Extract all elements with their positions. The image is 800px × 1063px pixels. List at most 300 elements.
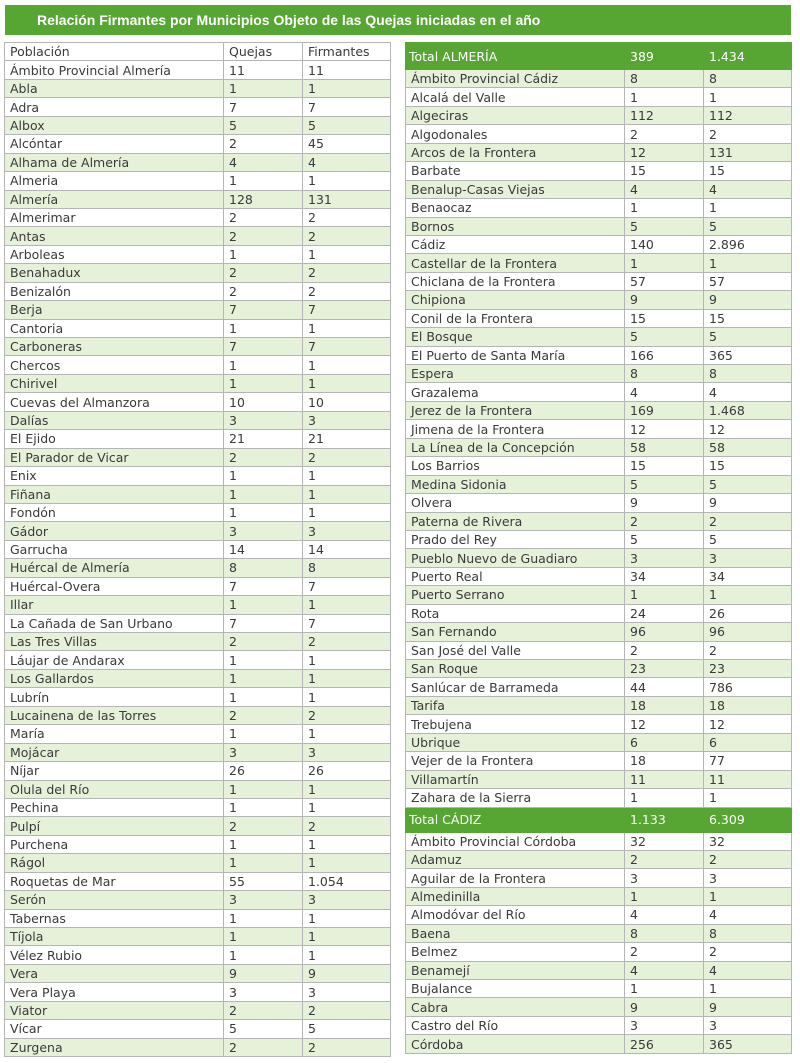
cell-poblacion: Vícar — [5, 1020, 224, 1038]
table-row — [406, 832, 792, 850]
table-row — [5, 503, 391, 521]
cell-poblacion: San Roque — [406, 660, 625, 678]
cell-firmantes: 7 — [303, 301, 391, 319]
cell-poblacion: Belmez — [406, 943, 625, 961]
cell-firmantes: 3 — [303, 891, 391, 909]
cell-quejas: 4 — [625, 180, 704, 198]
cell-poblacion: Ámbito Provincial Almería — [5, 61, 224, 79]
cell-quejas: 8 — [625, 924, 704, 942]
cell-poblacion: Níjar — [5, 762, 224, 780]
table-row — [5, 153, 391, 171]
cell-quejas: 1 — [224, 467, 303, 485]
cell-firmantes: 6 — [704, 733, 792, 751]
cell-poblacion: Alcóntar — [5, 135, 224, 153]
table-row — [5, 264, 391, 282]
cell-firmantes: 7 — [303, 98, 391, 116]
cell-firmantes: 26 — [704, 604, 792, 622]
cell-poblacion: Puerto Serrano — [406, 586, 625, 604]
cell-firmantes: 2 — [303, 706, 391, 724]
table-row — [406, 1016, 792, 1034]
cell-quejas: 12 — [625, 143, 704, 161]
cell-firmantes: 9 — [704, 494, 792, 512]
cell-quejas: 1 — [224, 909, 303, 927]
cell-poblacion: Rota — [406, 604, 625, 622]
cell-poblacion: Olvera — [406, 494, 625, 512]
table-row — [406, 943, 792, 961]
cell-firmantes: 1 — [704, 789, 792, 807]
cell-quejas: 1 — [224, 374, 303, 392]
cell-quejas: 2 — [224, 706, 303, 724]
table-row — [5, 135, 391, 153]
cell-firmantes: 2 — [303, 633, 391, 651]
cell-firmantes: 4 — [303, 153, 391, 171]
cell-firmantes: 4 — [704, 383, 792, 401]
cell-poblacion: El Ejido — [5, 430, 224, 448]
cell-firmantes: 2 — [303, 448, 391, 466]
cell-firmantes: 2 — [303, 817, 391, 835]
cell-firmantes: 1 — [303, 798, 391, 816]
table-row — [5, 430, 391, 448]
cell-poblacion: Sanlúcar de Barrameda — [406, 678, 625, 696]
table-row — [5, 448, 391, 466]
cell-firmantes: 3 — [303, 743, 391, 761]
table-row — [406, 715, 792, 733]
table-row — [406, 475, 792, 493]
cell-quejas: 4 — [625, 961, 704, 979]
cell-poblacion: Cuevas del Almanzora — [5, 393, 224, 411]
cell-firmantes: 1 — [303, 172, 391, 190]
table-row — [5, 983, 391, 1001]
cell-poblacion: El Puerto de Santa María — [406, 346, 625, 364]
cell-firmantes: 2 — [303, 1038, 391, 1056]
cell-poblacion: Vélez Rubio — [5, 946, 224, 964]
cell-quejas: 7 — [224, 577, 303, 595]
cell-quejas: 1 — [224, 319, 303, 337]
table-row — [406, 291, 792, 309]
table-row — [5, 467, 391, 485]
cell-poblacion: Jimena de la Frontera — [406, 420, 625, 438]
table-row — [5, 190, 391, 208]
table-row — [5, 116, 391, 134]
table-left — [4, 42, 391, 1057]
page-title: Relación Firmantes por Municipios Objeto de las Quejas iniciadas en el año — [37, 12, 541, 28]
table-right — [405, 42, 792, 1054]
cell-poblacion: Serón — [5, 891, 224, 909]
table-row — [406, 346, 792, 364]
cell-quejas: 2 — [224, 264, 303, 282]
cell-poblacion: Ámbito Provincial Córdoba — [406, 832, 625, 850]
cell-firmantes: 34 — [704, 567, 792, 585]
cell-quejas: 24 — [625, 604, 704, 622]
cell-quejas: 15 — [625, 309, 704, 327]
table-row — [406, 235, 792, 253]
total-row-almeria — [406, 43, 792, 70]
cell-firmantes: 1 — [303, 503, 391, 521]
cell-firmantes: 1 — [704, 88, 792, 106]
cell-poblacion: Cabra — [406, 998, 625, 1016]
cell-quejas: 32 — [625, 832, 704, 850]
cell-quejas: 256 — [625, 1035, 704, 1053]
cell-poblacion: Cádiz — [406, 235, 625, 253]
title-bar — [5, 5, 791, 35]
table-row — [5, 780, 391, 798]
table-row — [5, 522, 391, 540]
table-row — [406, 604, 792, 622]
cell-firmantes: 9 — [704, 291, 792, 309]
cell-quejas: 1 — [224, 780, 303, 798]
cell-firmantes: 3 — [704, 549, 792, 567]
cell-poblacion: Medina Sidonia — [406, 475, 625, 493]
cell-firmantes: 131 — [704, 143, 792, 161]
cell-poblacion: Los Barrios — [406, 457, 625, 475]
cell-quejas: 2 — [625, 943, 704, 961]
cell-quejas: 3 — [625, 869, 704, 887]
cell-quejas: 8 — [625, 365, 704, 383]
cell-firmantes: 1 — [303, 780, 391, 798]
table-row — [406, 530, 792, 548]
cell-quejas: 1 — [625, 789, 704, 807]
cell-poblacion: Adamuz — [406, 850, 625, 868]
cell-firmantes: 15 — [704, 309, 792, 327]
table-row — [5, 798, 391, 816]
cell-poblacion: Aguilar de la Frontera — [406, 869, 625, 887]
cell-quejas: 1.133 — [625, 807, 704, 832]
cell-poblacion: Puerto Real — [406, 567, 625, 585]
cell-firmantes: 9 — [303, 964, 391, 982]
cell-firmantes: 1 — [303, 928, 391, 946]
cell-quejas: 18 — [625, 752, 704, 770]
cell-firmantes: 15 — [704, 457, 792, 475]
cell-quejas: 2 — [224, 633, 303, 651]
cell-quejas: 8 — [224, 559, 303, 577]
cell-quejas: 1 — [224, 854, 303, 872]
cell-poblacion: Algeciras — [406, 106, 625, 124]
cell-firmantes: 11 — [704, 770, 792, 788]
cell-poblacion: Paterna de Rivera — [406, 512, 625, 530]
table-row — [5, 891, 391, 909]
cell-firmantes: 1 — [303, 356, 391, 374]
table-row — [406, 770, 792, 788]
cell-quejas: 5 — [224, 116, 303, 134]
table-row — [5, 872, 391, 890]
cell-firmantes: 5 — [303, 1020, 391, 1038]
cell-quejas: 112 — [625, 106, 704, 124]
table-row — [5, 79, 391, 97]
table-row — [406, 549, 792, 567]
cell-poblacion: Enix — [5, 467, 224, 485]
table-row — [406, 494, 792, 512]
table-row — [5, 227, 391, 245]
cell-poblacion: Bujalance — [406, 980, 625, 998]
cell-quejas: 58 — [625, 438, 704, 456]
cell-poblacion: Los Gallardos — [5, 669, 224, 687]
cell-firmantes: 12 — [704, 420, 792, 438]
cell-firmantes: 58 — [704, 438, 792, 456]
cell-firmantes: 2 — [303, 227, 391, 245]
table-row — [406, 733, 792, 751]
cell-firmantes: 2 — [704, 512, 792, 530]
table-row — [406, 143, 792, 161]
cell-quejas: 9 — [625, 998, 704, 1016]
cell-poblacion: Chiclana de la Frontera — [406, 272, 625, 290]
cell-poblacion: El Bosque — [406, 328, 625, 346]
cell-quejas: 1 — [625, 199, 704, 217]
cell-quejas: 44 — [625, 678, 704, 696]
cell-firmantes: 1.434 — [704, 43, 792, 70]
cell-poblacion: Barbate — [406, 162, 625, 180]
table-row — [406, 457, 792, 475]
cell-poblacion: Benahadux — [5, 264, 224, 282]
table-row — [5, 669, 391, 687]
cell-firmantes: 3 — [303, 411, 391, 429]
cell-quejas: 2 — [625, 512, 704, 530]
cell-firmantes: 1.054 — [303, 872, 391, 890]
table-row — [5, 909, 391, 927]
table-row — [5, 245, 391, 263]
cell-poblacion: San José del Valle — [406, 641, 625, 659]
table-row — [5, 319, 391, 337]
cell-poblacion: Benalup-Casas Viejas — [406, 180, 625, 198]
table-row — [406, 586, 792, 604]
table-row — [406, 512, 792, 530]
cell-quejas: 1 — [224, 79, 303, 97]
cell-firmantes: 3 — [303, 522, 391, 540]
cell-firmantes: 1 — [303, 651, 391, 669]
cell-poblacion: Benamejí — [406, 961, 625, 979]
cell-firmantes: 786 — [704, 678, 792, 696]
cell-firmantes: 5 — [704, 530, 792, 548]
cell-quejas: 96 — [625, 623, 704, 641]
cell-firmantes: 10 — [303, 393, 391, 411]
cell-quejas: 9 — [625, 494, 704, 512]
cell-quejas: 1 — [224, 725, 303, 743]
cell-poblacion: Espera — [406, 365, 625, 383]
cell-poblacion: Berja — [5, 301, 224, 319]
cell-quejas: 18 — [625, 696, 704, 714]
cell-firmantes: 11 — [303, 61, 391, 79]
cell-poblacion: Rágol — [5, 854, 224, 872]
cell-quejas: 5 — [625, 328, 704, 346]
cell-quejas: 3 — [224, 522, 303, 540]
table-row — [406, 961, 792, 979]
table-row — [5, 817, 391, 835]
cell-firmantes: 365 — [704, 1035, 792, 1053]
cell-poblacion: Córdoba — [406, 1035, 625, 1053]
cell-poblacion: Tabernas — [5, 909, 224, 927]
cell-quejas: 2 — [224, 1001, 303, 1019]
table-row — [5, 762, 391, 780]
cell-quejas: 14 — [224, 540, 303, 558]
cell-quejas: 169 — [625, 401, 704, 419]
cell-quejas: 128 — [224, 190, 303, 208]
cell-quejas: 7 — [224, 301, 303, 319]
table-row — [406, 752, 792, 770]
cell-quejas: 3 — [224, 983, 303, 1001]
cell-poblacion: Zurgena — [5, 1038, 224, 1056]
cell-poblacion: Lucainena de las Torres — [5, 706, 224, 724]
cell-poblacion: Benaocaz — [406, 199, 625, 217]
table-row — [406, 924, 792, 942]
cell-firmantes: 8 — [303, 559, 391, 577]
cell-poblacion: Antas — [5, 227, 224, 245]
cell-quejas: 1 — [224, 688, 303, 706]
cell-poblacion: Albox — [5, 116, 224, 134]
table-row — [406, 678, 792, 696]
cell-firmantes: 1 — [303, 79, 391, 97]
table-row — [406, 420, 792, 438]
cell-poblacion: Almedinilla — [406, 887, 625, 905]
table-row — [5, 706, 391, 724]
cell-quejas: 5 — [625, 217, 704, 235]
cell-quejas: 7 — [224, 614, 303, 632]
cell-poblacion: Baena — [406, 924, 625, 942]
cell-firmantes: 21 — [303, 430, 391, 448]
cell-poblacion: Tarifa — [406, 696, 625, 714]
table-row — [406, 906, 792, 924]
table-row — [5, 301, 391, 319]
cell-poblacion: Almodóvar del Río — [406, 906, 625, 924]
cell-quejas: 2 — [224, 135, 303, 153]
cell-poblacion: Tíjola — [5, 928, 224, 946]
cell-quejas: 7 — [224, 98, 303, 116]
table-row — [5, 1038, 391, 1056]
cell-firmantes: 26 — [303, 762, 391, 780]
cell-firmantes: 1 — [704, 199, 792, 217]
cell-quejas: 2 — [224, 208, 303, 226]
cell-poblacion: Villamartín — [406, 770, 625, 788]
table-row — [5, 651, 391, 669]
cell-quejas: 5 — [625, 530, 704, 548]
cell-poblacion: Jerez de la Frontera — [406, 401, 625, 419]
cell-poblacion: Ámbito Provincial Cádiz — [406, 70, 625, 88]
cell-poblacion: Vejer de la Frontera — [406, 752, 625, 770]
cell-quejas: 140 — [625, 235, 704, 253]
table-row — [5, 743, 391, 761]
table-row — [406, 217, 792, 235]
cell-firmantes: 2 — [704, 125, 792, 143]
cell-poblacion: La Línea de la Concepción — [406, 438, 625, 456]
table-row — [406, 438, 792, 456]
cell-firmantes: 2 — [303, 1001, 391, 1019]
cell-firmantes: 1 — [303, 946, 391, 964]
cell-poblacion: Gádor — [5, 522, 224, 540]
cell-firmantes: 12 — [704, 715, 792, 733]
cell-quejas: 21 — [224, 430, 303, 448]
cell-poblacion: Arcos de la Frontera — [406, 143, 625, 161]
cell-quejas: 3 — [224, 743, 303, 761]
cell-quejas: 9 — [625, 291, 704, 309]
cell-quejas: 2 — [224, 448, 303, 466]
table-row — [5, 338, 391, 356]
cell-firmantes: 2 — [303, 264, 391, 282]
cell-poblacion: Alhama de Almería — [5, 153, 224, 171]
cell-quejas: 5 — [625, 475, 704, 493]
cell-poblacion: Conil de la Frontera — [406, 309, 625, 327]
cell-quejas: 26 — [224, 762, 303, 780]
header-firmantes: Firmantes — [303, 43, 391, 61]
cell-firmantes: 3 — [704, 1016, 792, 1034]
table-row — [5, 1020, 391, 1038]
table-row — [5, 393, 391, 411]
table-row — [5, 928, 391, 946]
cell-firmantes: 23 — [704, 660, 792, 678]
cell-quejas: 2 — [625, 125, 704, 143]
cell-firmantes: 1 — [303, 854, 391, 872]
table-row — [5, 61, 391, 79]
cell-firmantes: 14 — [303, 540, 391, 558]
cell-quejas: 1 — [224, 669, 303, 687]
cell-firmantes: 112 — [704, 106, 792, 124]
cell-firmantes: 7 — [303, 338, 391, 356]
table-row — [406, 328, 792, 346]
cell-firmantes: 9 — [704, 998, 792, 1016]
cell-poblacion: Viator — [5, 1001, 224, 1019]
cell-firmantes: 5 — [704, 328, 792, 346]
cell-poblacion: Chipiona — [406, 291, 625, 309]
table-row — [406, 180, 792, 198]
cell-poblacion: Garrucha — [5, 540, 224, 558]
cell-firmantes: 4 — [704, 906, 792, 924]
table-header — [5, 43, 391, 61]
cell-poblacion: Mojácar — [5, 743, 224, 761]
cell-firmantes: 1 — [303, 909, 391, 927]
cell-firmantes: 1 — [704, 254, 792, 272]
table-row — [406, 660, 792, 678]
cell-firmantes: 2 — [704, 641, 792, 659]
cell-poblacion: Ubrique — [406, 733, 625, 751]
table-row — [5, 208, 391, 226]
table-row — [5, 596, 391, 614]
cell-poblacion: Dalías — [5, 411, 224, 429]
cell-poblacion: Adra — [5, 98, 224, 116]
table-row — [5, 633, 391, 651]
table-row — [406, 623, 792, 641]
table-row — [5, 725, 391, 743]
cell-firmantes: 5 — [704, 475, 792, 493]
cell-firmantes: 1 — [303, 596, 391, 614]
table-row — [406, 869, 792, 887]
total-row-cadiz — [406, 807, 792, 832]
cell-firmantes: 6.309 — [704, 807, 792, 832]
cell-quejas: 1 — [224, 485, 303, 503]
cell-firmantes: 18 — [704, 696, 792, 714]
cell-quejas: 4 — [625, 906, 704, 924]
cell-quejas: 3 — [224, 891, 303, 909]
cell-firmantes: 1 — [303, 485, 391, 503]
cell-poblacion: Zahara de la Sierra — [406, 789, 625, 807]
cell-quejas: 1 — [224, 946, 303, 964]
cell-quejas: 9 — [224, 964, 303, 982]
cell-quejas: 166 — [625, 346, 704, 364]
cell-quejas: 2 — [625, 850, 704, 868]
cell-quejas: 1 — [224, 596, 303, 614]
table-row — [5, 964, 391, 982]
cell-quejas: 11 — [625, 770, 704, 788]
cell-firmantes: 7 — [303, 614, 391, 632]
table-row — [5, 946, 391, 964]
cell-firmantes: 1 — [303, 725, 391, 743]
table-row — [406, 88, 792, 106]
table-row — [406, 272, 792, 290]
cell-firmantes: 5 — [303, 116, 391, 134]
cell-firmantes: 365 — [704, 346, 792, 364]
cell-firmantes: 1 — [303, 319, 391, 337]
cell-quejas: 2 — [224, 817, 303, 835]
header-quejas: Quejas — [224, 43, 303, 61]
cell-quejas: 2 — [625, 641, 704, 659]
table-row — [5, 1001, 391, 1019]
table-row — [406, 365, 792, 383]
